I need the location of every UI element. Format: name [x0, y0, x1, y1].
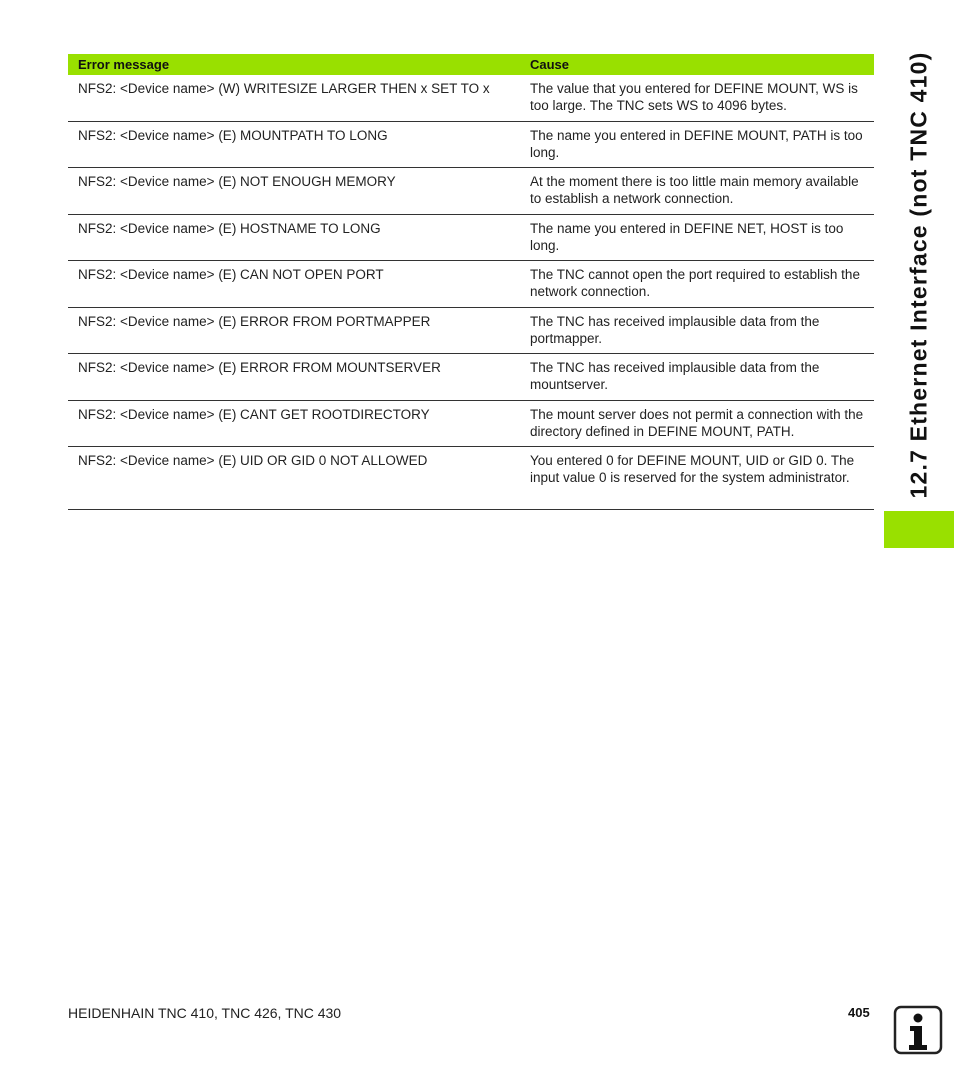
cause-cell: The mount server does not permit a connection with the directory defined in DEFINE MOUNT, PATH.: [530, 407, 864, 439]
cause-cell: The TNC cannot open the port required to establish the network connection.: [530, 267, 860, 299]
table-row: [68, 122, 874, 168]
error-message-cell: NFS2: <Device name> (E) ERROR FROM PORTMAPPER: [78, 314, 431, 329]
error-message-cell: NFS2: <Device name> (E) MOUNTPATH TO LONG: [78, 128, 388, 143]
table-row: [68, 401, 874, 447]
table-row: [68, 354, 874, 401]
footer-product: HEIDENHAIN TNC 410, TNC 426, TNC 430: [68, 1005, 342, 1021]
table-row: [68, 75, 874, 122]
chapter-side-title: 12.7 Ethernet Interface (not TNC 410): [905, 51, 932, 499]
cause-cell: You entered 0 for DEFINE MOUNT, UID or GID 0. The input value 0 is reserved for the system administrator.: [530, 453, 855, 485]
info-icon: [893, 1005, 943, 1055]
cause-cell: The TNC has received implausible data from the portmapper.: [530, 314, 820, 346]
table-row: [68, 261, 874, 308]
table-row: [68, 308, 874, 354]
error-message-cell: NFS2: <Device name> (E) CANT GET ROOTDIRECTORY: [78, 407, 430, 422]
error-message-cell: NFS2: <Device name> (E) UID OR GID 0 NOT ALLOWED: [78, 453, 428, 468]
error-table: [68, 54, 874, 510]
table-row: [68, 168, 874, 215]
cause-cell: The name you entered in DEFINE MOUNT, PATH is too long.: [530, 128, 863, 160]
table-row: [68, 447, 874, 510]
cause-cell: At the moment there is too little main memory available to establish a network connection.: [530, 174, 859, 206]
error-message-cell: NFS2: <Device name> (E) NOT ENOUGH MEMORY: [78, 174, 396, 189]
error-message-cell: NFS2: <Device name> (E) HOSTNAME TO LONG: [78, 221, 381, 236]
error-message-cell: NFS2: <Device name> (E) ERROR FROM MOUNTSERVER: [78, 360, 441, 375]
header-cause: Cause: [530, 57, 570, 72]
error-message-cell: NFS2: <Device name> (E) CAN NOT OPEN PORT: [78, 267, 384, 282]
cause-cell: The name you entered in DEFINE NET, HOST is too long.: [530, 221, 844, 253]
error-message-cell: NFS2: <Device name> (W) WRITESIZE LARGER THEN x SET TO x: [78, 81, 490, 96]
cause-cell: The TNC has received implausible data from the mountserver.: [530, 360, 820, 392]
chapter-tab-marker: [884, 511, 954, 548]
header-error-message: Error message: [78, 57, 170, 72]
table-header: [68, 54, 874, 75]
table-row: [68, 215, 874, 261]
page-number: 405: [848, 1005, 870, 1020]
cause-cell: The value that you entered for DEFINE MOUNT, WS is too large. The TNC sets WS to 4096 bytes.: [530, 81, 858, 113]
